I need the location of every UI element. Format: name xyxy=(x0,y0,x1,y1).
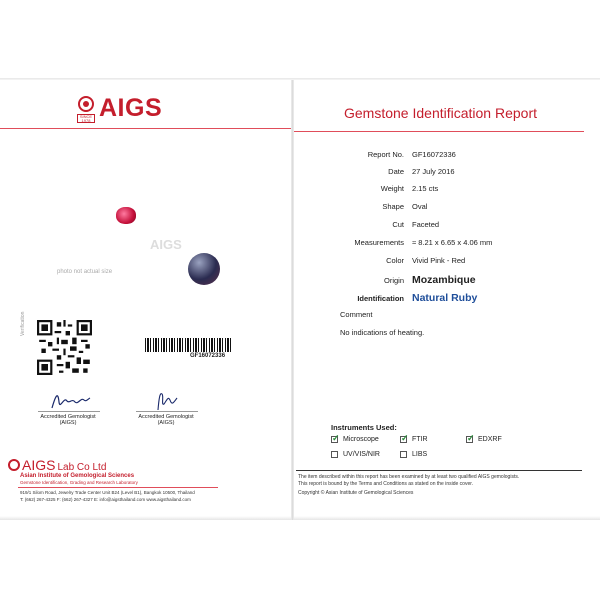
field-date: Date 27 July 2016 xyxy=(388,167,455,176)
lab-logo xyxy=(8,457,106,473)
lab-address: 919/1 Silom Road, Jewelry Trade Center Unit B24 (Level B1), Bangkok 10500, Thailand xyxy=(20,490,195,495)
checkbox-checked-icon xyxy=(331,436,338,443)
page-fold xyxy=(291,80,294,520)
lab-seal-icon xyxy=(8,459,20,471)
instrument-uv-vis-nir xyxy=(331,451,380,458)
header-rule-left xyxy=(0,128,291,129)
checkbox-checked-icon xyxy=(466,436,473,443)
signature-sub-1: (AIGS) xyxy=(59,420,77,426)
instruments-title: Instruments Used: xyxy=(331,423,397,432)
signature-sub-2: (AIGS) xyxy=(157,420,175,426)
instrument-microscope xyxy=(331,436,379,443)
signature-label-2 xyxy=(131,414,201,426)
watermark: AIGS xyxy=(150,237,182,252)
disclaimer-line-1: The item described within this report has been examined by at least two qualified AIGS gemologists. xyxy=(298,474,520,480)
checkbox-empty-icon xyxy=(400,451,407,458)
signature-line-1 xyxy=(38,411,100,412)
comment-label: Comment xyxy=(340,310,373,319)
lab-rule xyxy=(18,487,218,488)
aigs-logo xyxy=(77,96,162,124)
header-rule-right xyxy=(294,131,584,132)
signature-label-1 xyxy=(33,414,103,426)
lab-name: AIGS Lab Co Ltd xyxy=(22,457,107,473)
verification-label: Verification xyxy=(20,311,26,336)
aigs-seal-icon xyxy=(77,96,95,124)
instrument-libs xyxy=(400,451,427,458)
instrument-label: FTIR xyxy=(412,436,428,443)
sheet-shadow-bottom xyxy=(0,516,600,520)
signature-title-1: Accredited Gemologist xyxy=(40,414,96,420)
barcode xyxy=(145,338,233,352)
signature-line-2 xyxy=(136,411,198,412)
comment-text: No indications of heating. xyxy=(340,328,425,337)
instrument-label: EDXRF xyxy=(478,436,502,443)
signature-title-2: Accredited Gemologist xyxy=(138,414,194,420)
gemstone-photo xyxy=(116,207,136,224)
field-origin: Origin Mozambique xyxy=(383,274,476,286)
instrument-ftir xyxy=(400,436,428,443)
field-weight: Weight 2.15 cts xyxy=(380,184,439,193)
photo-note: photo not actual size xyxy=(57,269,113,275)
field-cut: Cut Faceted xyxy=(392,220,440,229)
field-measurements: Measurements ≈ 8.21 x 6.65 x 4.06 mm xyxy=(354,238,493,247)
institute-tagline: Gemstone Identification, Grading and Research Laboratory xyxy=(20,480,138,485)
field-identification: Identification Natural Ruby xyxy=(357,292,478,304)
field-report-no: Report No. GF16072336 xyxy=(367,150,456,159)
qr-code[interactable] xyxy=(37,320,92,375)
lab-contact: T: (662) 267-4325 F: (662) 267-4327 E: info@aigsthailand.com www.aigsthailand.com xyxy=(20,497,191,502)
footer-rule xyxy=(296,470,582,471)
hologram-sticker xyxy=(188,253,220,285)
instrument-label: UV/VIS/NIR xyxy=(343,451,380,458)
barcode-number: GF16072336 xyxy=(190,353,226,359)
disclaimer-line-2: This report is bound by the Terms and Conditions as stated on the inside cover. xyxy=(298,481,474,487)
instrument-edxrf xyxy=(466,436,502,443)
copyright: Copyright © Asian Institute of Gemological Sciences xyxy=(298,490,414,496)
logo-text: AIGS xyxy=(99,94,163,122)
instrument-label: LIBS xyxy=(412,451,428,458)
field-color: Color Vivid Pink - Red xyxy=(386,256,466,265)
field-shape: Shape Oval xyxy=(382,202,428,211)
seal-text: SINCE 1978 xyxy=(77,114,95,123)
report-title: Gemstone Identification Report xyxy=(344,105,537,121)
checkbox-empty-icon xyxy=(331,451,338,458)
checkbox-checked-icon xyxy=(400,436,407,443)
institute-name: Asian Institute of Gemological Sciences xyxy=(20,473,135,479)
instrument-label: Microscope xyxy=(343,436,379,443)
